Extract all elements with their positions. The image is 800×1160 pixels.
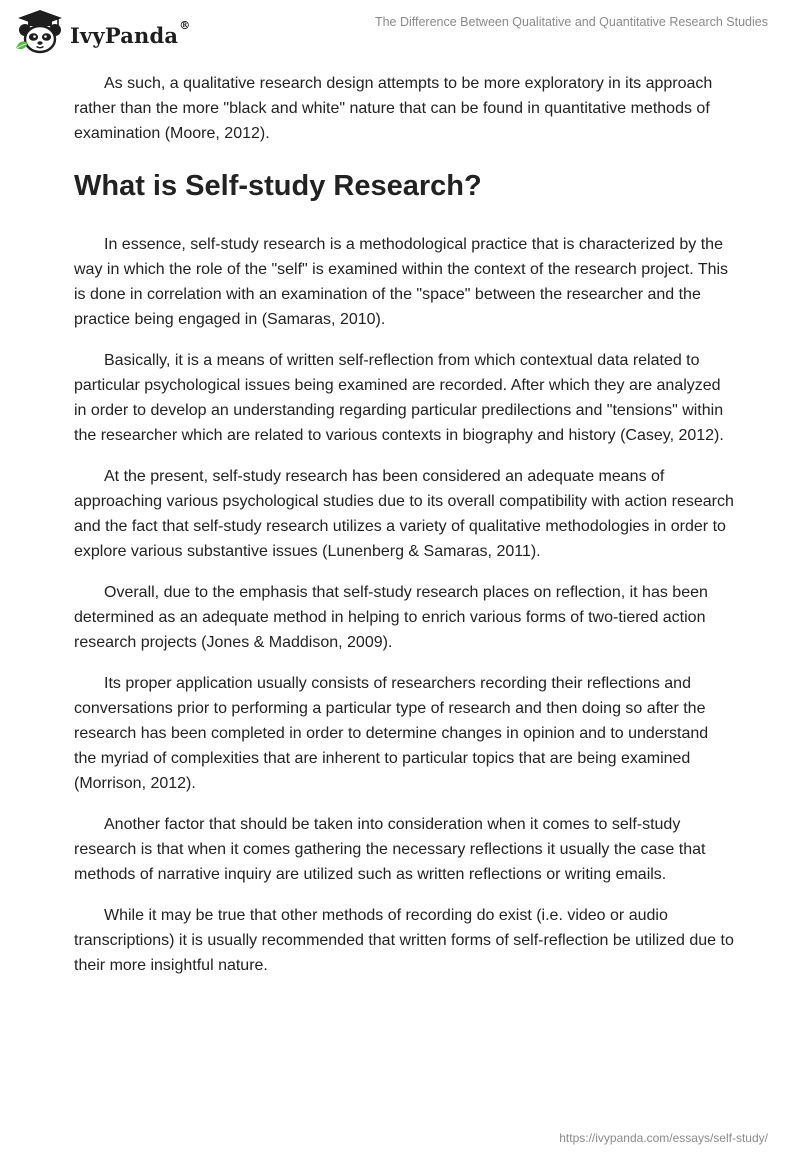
panda-graduate-icon xyxy=(14,8,66,56)
essay-content xyxy=(74,71,734,994)
body-paragraph-4: Overall, due to the emphasis that self-study research places on reflection, it has been determined as an adequate method in helping to enrich various forms of two-tiered action research projects (Jones & Maddison, 2009). xyxy=(74,584,708,651)
body-paragraph-6: Another factor that should be taken into consideration when it comes to self-study research is that when it comes gathering the necessary reflections it usually the case that methods of narrative inquiry are utilized such as written reflections or writing emails. xyxy=(74,816,706,883)
intro-paragraph: As such, a qualitative research design attempts to be more exploratory in its approach rather than the more "black and white" nature that can be found in quantitative methods of examination (Moore, 2012). xyxy=(74,75,713,142)
registered-mark: ® xyxy=(179,18,191,32)
body-paragraph-3: At the present, self-study research has been considered an adequate means of approaching various psychological studies due to its overall compatibility with action research and the fact that self-study research utilizes a variety of qualitative methodologies in order to explore various substantive issues (Lunenberg & Samaras, 2011). xyxy=(74,468,734,560)
logo-wordmark: IvyPanda® xyxy=(70,18,191,48)
document-title: The Difference Between Qualitative and Quantitative Research Studies xyxy=(374,15,768,29)
body-paragraph-1: In essence, self-study research is a methodological practice that is characterized by the way in which the role of the "self" is examined within the context of the research project. This is done in correlation with an examination of the "space" between the researcher and the practice being engaged in (Samaras, 2010). xyxy=(74,236,729,328)
body-paragraph-5: Its proper application usually consists of researchers recording their reflections and conversations prior to performing a particular type of research and then doing so after the research has been completed in order to determine changes in opinion and to understand the myriad of complexities that are inherent to particular topics that are being examined (Morrison, 2012). xyxy=(74,675,709,792)
page-header xyxy=(0,0,800,60)
ivypanda-logo[interactable] xyxy=(14,8,190,56)
source-url-link[interactable]: https://ivypanda.com/essays/self-study/ xyxy=(559,1131,768,1145)
body-paragraph-7: While it may be true that other methods of recording do exist (i.e. video or audio transcriptions) it is usually recommended that written forms of self-reflection be utilized due to their more insightful nature. xyxy=(74,907,734,974)
body-paragraph-2: Basically, it is a means of written self-reflection from which contextual data related to particular psychological issues being examined are recorded. After which they are analyzed in order to develop an understanding regarding particular predilections and "tensions" within the researcher which are related to various contexts in biography and history (Casey, 2012). xyxy=(74,352,724,444)
section-heading: What is Self-study Research? xyxy=(74,170,482,202)
